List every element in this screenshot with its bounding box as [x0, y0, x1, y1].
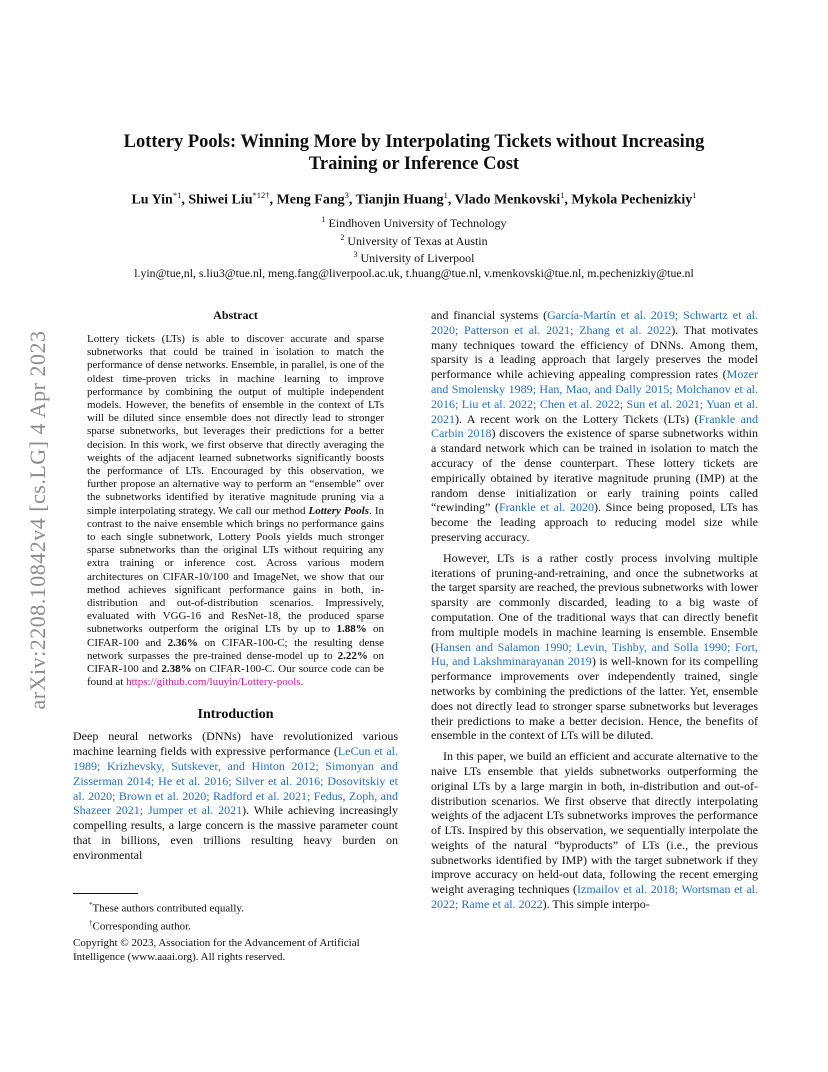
author-name: Mykola Pechenizkiy — [571, 192, 693, 208]
author-marker: 1 — [560, 190, 565, 200]
author-name: Meng Fang — [276, 192, 345, 208]
footnote-equal-contribution: *These authors contributed equally. — [89, 901, 244, 915]
author-name: Tianjin Huang — [355, 192, 444, 208]
footnote-divider — [73, 893, 138, 894]
paper-title — [70, 131, 758, 175]
footnote-corresponding-author: †Corresponding author. — [89, 918, 191, 933]
abstract-heading: Abstract — [213, 308, 258, 322]
citation-link[interactable]: Hansen and Salamon 1990; Levin, Tishby, and Solla 1990; Fort, Hu, and Lakshminarayanan 2019 — [431, 639, 758, 669]
citation-link[interactable]: Frankle et al. 2020 — [498, 500, 594, 515]
intro-paragraph-2: However, LTs is a rather costly process involving multiple iterations of pruning-and-retraining, and once the subnetworks at the target sparsity are reached, the previous subnetworks with lower sparsity are commonly discarded, leading to a big waste of computation. One of the traditional ways that can directly benefit from multiple models in machine learning is ensemble. Ensemble (Hansen and Salamon 1990; Levin, Tishby, and Solla 1990; Fort, Hu, and Lakshminarayanan 2019) is well-known for its compelling performance improvements over independently trained, single networks by combining the predictions of the latter. Yet, ensemble does not directly lead to stronger sparse subnetworks but leverages their predictions to make a better decision. Hence, the benefits of ensemble in the context of LTs will be diluted. — [431, 550, 758, 743]
method-name: Lottery Pools — [308, 504, 370, 517]
arxiv-identifier: arXiv:2208.10842v4 [cs.LG] 4 Apr 2023 — [25, 330, 50, 710]
author-marker: 1 — [443, 190, 448, 200]
source-code-link[interactable]: https://github.com/luuyin/Lottery-pools — [126, 676, 301, 689]
author-name: Shiwei Liu — [188, 192, 253, 208]
author-marker: *1 — [172, 190, 182, 200]
abstract-text: Lottery tickets (LTs) is able to discover accurate and sparse subnetworks that could be trained in isolation to match the performance of dense networks. Ensemble, in parallel, is one of the oldest time-proven tricks in machine learning to improve performance by combining the output of multiple independent models. However, the benefits of ensemble in the context of LTs will be diluted since ensemble does not directly lead to stronger sparse subnetworks, but leverages their predictions for a better decision. In this work, we first observe that directly averaging the weights of the adjacent learned subnetworks significantly boosts the performance of LTs. Encouraged by this observation, we further propose an alternative way to perform an “ensemble” over the subnetworks identified by iterative magnitude pruning via a simple interpolating strategy. We call our method Lottery Pools. In contrast to the naive ensemble which brings no performance gains to each single subnetwork, Lottery Pools yields much stronger sparse subnetworks than the original LTs without requiring any extra training or inference cost. Across various modern architectures on CIFAR-10/100 and ImageNet, we show that our method achieves significant performance gains in both, in-distribution and out-of-distribution scenarios. Impressively, evaluated with VGG-16 and ResNet-18, the produced sparse subnetworks outperform the original LTs by up to 1.88% on CIFAR-100 and 2.36% on CIFAR-100-C; the resulting dense network surpasses the pre-trained dense-model up to 2.22% on CIFAR-100 and 2.38% on CIFAR-100-C. Our source code can be found at https://github.com/luuyin/Lottery-pools. — [87, 333, 385, 689]
citation-link[interactable]: García-Martín et al. 2019; Schwartz et al. 2020; Patterson et al. 2021; Zhang et al. 2022 — [431, 308, 758, 337]
author-name: Lu Yin — [131, 192, 173, 208]
citation-link[interactable]: Frankle and Carbin 2018 — [431, 411, 758, 441]
title-line-1: Lottery Pools: Winning More by Interpolating Tickets without Increasing — [123, 132, 705, 152]
author-marker: 3 — [344, 190, 349, 200]
left-column — [73, 308, 398, 863]
intro-paragraph-3: In this paper, we build an efficient and accurate alternative to the naive LTs ensemble that yields subnetworks outperforming the original LTs by a large margin in both, in-distribution and out-of-distribution scenarios. We first observe that directly interpolating weights of the adjacent LTs subnetworks improves the performance of LTs. Inspired by this observation, we sequentially interpolate the weights of the natural “byproducts” of LTs (i.e., the previous subnetworks identified by IMP) with the target subnetwork if they improve accuracy on held-out data, following the recent emerging weight averaging techniques (Izmailov et al. 2018; Wortsman et al. 2022; Rame et al. 2022). This simple interpo- — [431, 749, 759, 912]
intro-paragraph-1: Deep neural networks (DNNs) have revolutionized various machine learning fields with expressive performance (LeCun et al. 1989; Krizhevsky, Sutskever, and Hinton 2012; Simonyan and Zisserman 2014; He et al. 2016; Silver et al. 2016; Dosovitskiy et al. 2020; Brown et al. 2020; Radford et al. 2021; Fedus, Zoph, and Shazeer 2021; Jumper et al. 2021). While achieving increasingly compelling results, a large concern is the massive parameter count that in billions, even trillions resulting heavy burden on environmental — [73, 729, 399, 862]
author-emails: l.yin@tue,nl, s.liu3@tue.nl, meng.fang@liverpool.ac.uk, t.huang@tue.nl, v.menkovski@tue.nl, m.pechenizkiy@tue.nl — [134, 266, 694, 281]
author-marker: *12† — [252, 190, 270, 200]
affiliation-line: $^3$ University of Liverpool — [353, 250, 475, 266]
citation-link[interactable]: Izmailov et al. 2018; Wortsman et al. 2022; Rame et al. 2022 — [431, 882, 759, 912]
title-line-2: Training or Inference Cost — [308, 154, 520, 174]
affiliation-line: $^1$ Eindhoven University of Technology — [321, 215, 507, 230]
intro-paragraph-1-continued: and financial systems (García-Martín et al. 2019; Schwartz et al. 2020; Patterson et al. 2021; Zhang et al. 2022). That motivates many techniques toward the efficiency of DNNs. Among them, sparsity is a leading approach that largely preserves the model performance while achieving appealing compression rates (Mozer and Smolensky 1989; Han, Mao, and Dally 2015; Molchanov et al. 2016; Liu et al. 2022; Chen et al. 2022; Sun et al. 2021; Yuan et al. 2021). A recent work on the Lottery Tickets (LTs) (Frankle and Carbin 2018) discovers the existence of sparse subnetworks within a standard network which can be trained in isolation to match the accuracy of the dense counterpart. These lottery tickets are empirically obtained by iterative magnitude pruning (IMP) at the random dense initialization or early training points called “rewinding” (Frankle et al. 2020). Since being proposed, LTs has become the leading approach to reducing model size while preserving accuracy. — [431, 308, 759, 544]
right-column — [431, 308, 758, 912]
author-list: Lu Yin$^{*1}$, Shiwei Liu$^{*12\dagger}$, Meng Fang$^3$, Tianjin Huang$^1$, Vlado Menkovski$^1$, Mykola Pechenizkiy$^1$ — [131, 190, 697, 208]
introduction-heading: Introduction — [197, 707, 274, 723]
citation-link[interactable]: Mozer and Smolensky 1989; Han, Mao, and Dally 2015; Molchanov et al. 2016; Liu et al. 2022; Chen et al. 2022; Sun et al. 2021; Yuan et al. 2021 — [431, 367, 758, 426]
affiliations — [40, 213, 788, 281]
citation-link[interactable]: LeCun et al. 1989; Krizhevsky, Sutskever, and Hinton 2012; Simonyan and Zisserman 2014; He et al. 2016; Silver et al. 2016; Dosovitskiy et al. 2020; Brown et al. 2020; Radford et al. 2021; Fedus, Zoph, and Shazeer 2021; Jumper et al. 2021 — [73, 744, 399, 818]
affiliation-line: $^2$ University of Texas at Austin — [340, 232, 488, 248]
author-name: Vlado Menkovski — [454, 192, 561, 208]
author-marker: 1 — [692, 190, 697, 200]
copyright-notice: Copyright © 2023, Association for the Advancement of Artificial Intelligence (www.aaai.org). All rights reserved. — [73, 936, 360, 963]
footnotes — [73, 893, 398, 964]
